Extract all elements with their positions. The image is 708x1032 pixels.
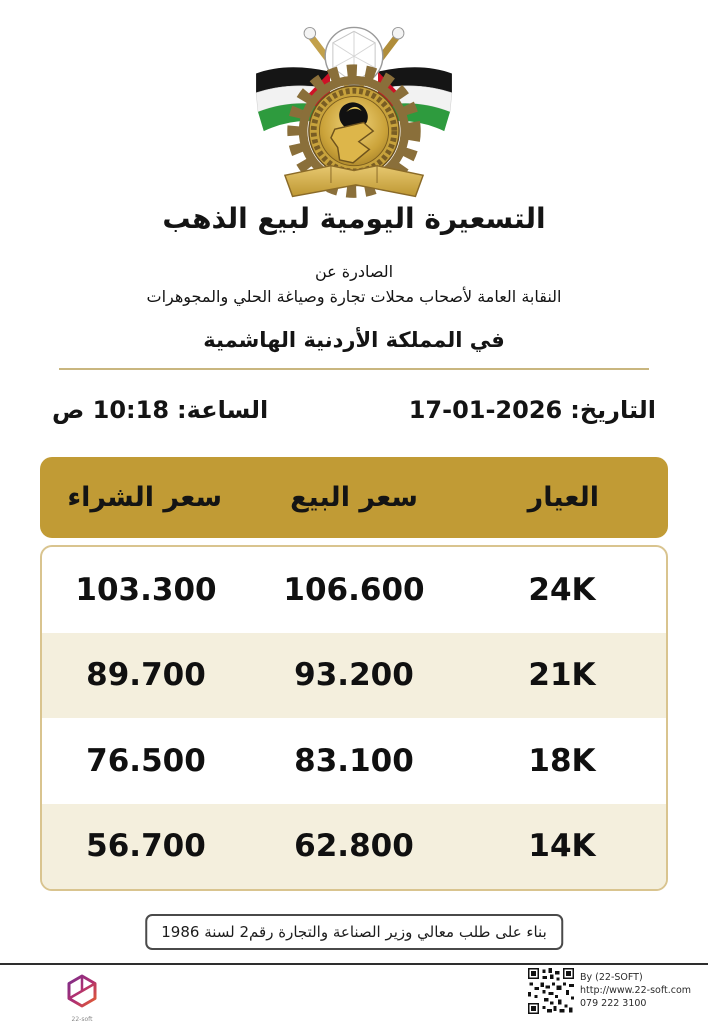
price-table-body [40,545,668,891]
table-row-24k [42,547,666,633]
page-title: التسعيرة اليومية لبيع الذهب [162,202,546,235]
date-group [409,396,656,424]
karat-cell: 24K [528,571,596,608]
credit-block [528,968,691,1014]
karat-cell: 18K [528,742,596,779]
kingdom-text: في المملكة الأردنية الهاشمية [203,328,505,352]
emblem-icon [234,14,474,206]
credit-text [580,968,691,1010]
column-header-buy-price: سعر الشراء [67,482,223,513]
column-header-karat: العيار [527,482,599,513]
credit-line-3: 079 222 3100 [580,998,647,1009]
footer-divider-line [0,963,708,965]
sell-price-cell: 83.100 [294,742,414,779]
qr-code-icon [528,968,574,1014]
credit-line-2: http://www.22-soft.com [580,985,692,996]
company-logo [52,973,112,1023]
karat-cell: 14K [528,828,596,865]
buy-price-cell: 76.500 [86,742,206,779]
table-row-21k [42,633,666,719]
cube-logo-icon [61,973,103,1011]
karat-cell: 21K [528,657,596,694]
ministerial-note: بناء على طلب معالي وزير الصناعة والتجارة رقم2 لسنة 1986 [145,914,563,950]
buy-price-cell: 89.700 [86,657,206,694]
sell-price-cell: 106.600 [283,571,425,608]
time-group [52,396,268,424]
table-row-14k [42,804,666,890]
date-label: التاريخ: [570,396,656,424]
date-value: 17-01-2026 [408,396,563,424]
sell-price-cell: 62.800 [294,828,414,865]
syndicate-emblem-logo [234,14,474,206]
price-table-header [40,457,668,538]
datetime-row [40,390,668,430]
gold-divider-line [59,368,649,370]
brand-text: 22-soft [71,1016,93,1023]
buy-price-cell: 103.300 [75,571,217,608]
column-header-sell-price: سعر البيع [290,482,418,513]
buy-price-cell: 56.700 [86,828,206,865]
sell-price-cell: 93.200 [294,657,414,694]
time-value: 10:18 ص [52,396,170,424]
issuer-name: النقابة العامة لأصحاب محلات تجارة وصياغة الحلي والمجوهرات [146,287,562,306]
issued-by-text: الصادرة عن [314,262,394,281]
time-label: الساعة: [177,396,269,424]
table-row-18k [42,718,666,804]
credit-line-1: By (22-SOFT) [580,972,643,983]
